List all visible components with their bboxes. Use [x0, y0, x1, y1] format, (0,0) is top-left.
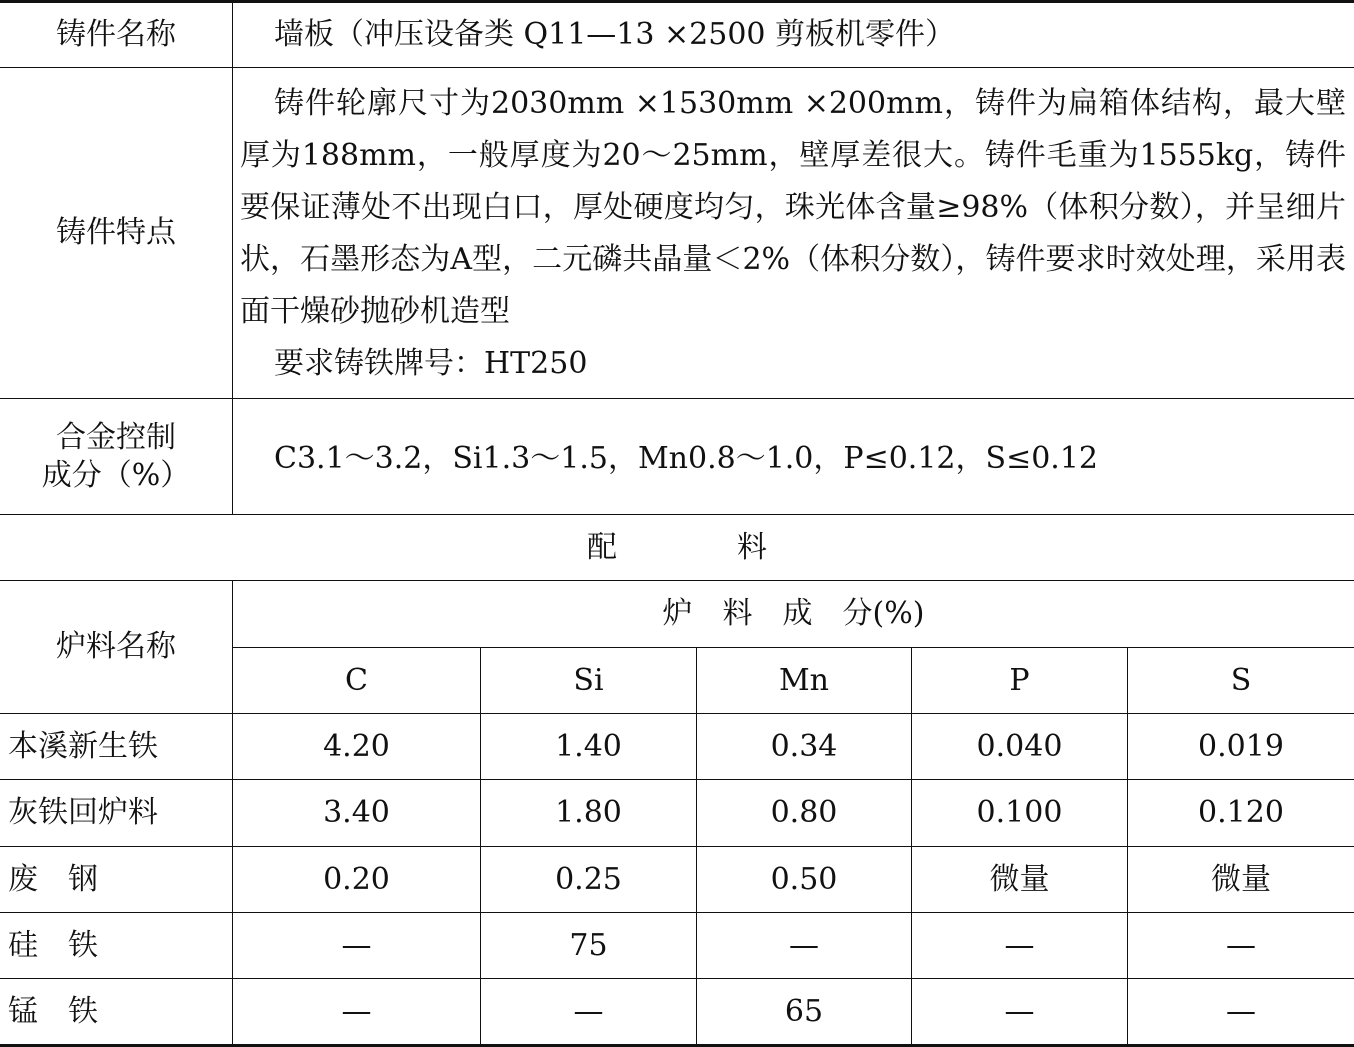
row-material-name: 锰 铁: [8, 993, 98, 1029]
cell-s: 0.019: [1198, 728, 1284, 764]
cell-c: —: [341, 993, 372, 1029]
cell-p: 0.040: [976, 728, 1063, 764]
cell-mn: 65: [784, 993, 824, 1029]
row-material-name: 硅 铁: [8, 927, 98, 963]
cell-si: —: [573, 993, 604, 1029]
row-material-name: 废 钢: [8, 861, 98, 897]
cell-s: —: [1226, 993, 1256, 1029]
cell-s: 微量: [1211, 861, 1271, 897]
cell-mn: 0.50: [770, 861, 838, 897]
col-header-c: C: [345, 662, 368, 698]
composition-header: 炉 料 成 分(%): [662, 596, 925, 632]
cell-p: —: [1004, 993, 1035, 1029]
label-column-divider-top: [232, 0, 233, 514]
material-name-header: 炉料名称: [56, 629, 176, 665]
col-header-mn: Mn: [778, 662, 830, 698]
casting-name-label: 铸件名称: [56, 17, 176, 53]
alloy-label-line2: 成分（%）: [41, 457, 191, 493]
cell-c: 4.20: [323, 728, 390, 764]
cell-p: 微量: [989, 861, 1050, 897]
row-material-name: 灰铁回炉料: [8, 795, 158, 831]
casting-name-value: 墙板（冲压设备类 Q11—13 ×2500 剪板机零件）: [274, 17, 956, 53]
cell-si: 75: [569, 927, 608, 963]
cell-p: —: [1004, 927, 1035, 963]
col-header-si: Si: [573, 662, 604, 698]
cell-p: 0.100: [976, 795, 1063, 831]
row-material-name: 本溪新生铁: [8, 728, 158, 764]
col-header-s: S: [1230, 662, 1252, 698]
cell-mn: 0.80: [770, 795, 838, 831]
cell-s: 0.120: [1198, 795, 1284, 831]
cell-c: —: [341, 927, 372, 963]
cell-si: 1.40: [555, 728, 622, 764]
cell-s: —: [1226, 927, 1256, 963]
required-grade: 要求铸铁牌号：HT250: [274, 346, 588, 381]
alloy-control-value: C3.1～3.2，Si1.3～1.5，Mn0.8～1.0，P≤0.12，S≤0.12: [274, 441, 1099, 476]
cell-c: 0.20: [323, 861, 390, 897]
features-paragraph: 铸件轮廓尺寸为2030mm ×1530mm ×200mm，铸件为扁箱体结构，最大壁厚为188mm，一般厚度为20～25mm，壁厚差很大。铸件毛重为1555kg，铸件要保证薄处不出现白口，厚处硬度均匀，珠光体含量≥98%（体积分数），并呈细片状，石墨形态为A型，二元磷共晶量＜2%（体积分数），铸件要求时效处理，采用表面干燥砂抛砂机造型: [240, 86, 1346, 329]
cell-mn: —: [789, 927, 819, 963]
alloy-control-label: [0, 399, 232, 514]
cell-mn: 0.34: [770, 728, 838, 764]
cell-si: 1.80: [555, 795, 622, 831]
casting-features-label: 铸件特点: [56, 215, 176, 251]
col-header-p: P: [1009, 662, 1030, 698]
cell-si: 0.25: [555, 861, 622, 897]
alloy-label-line1: 合金控制: [56, 420, 176, 455]
batching-section-title: 配 料: [587, 529, 767, 565]
casting-features-text: [240, 78, 1346, 390]
cell-c: 3.40: [323, 795, 390, 831]
